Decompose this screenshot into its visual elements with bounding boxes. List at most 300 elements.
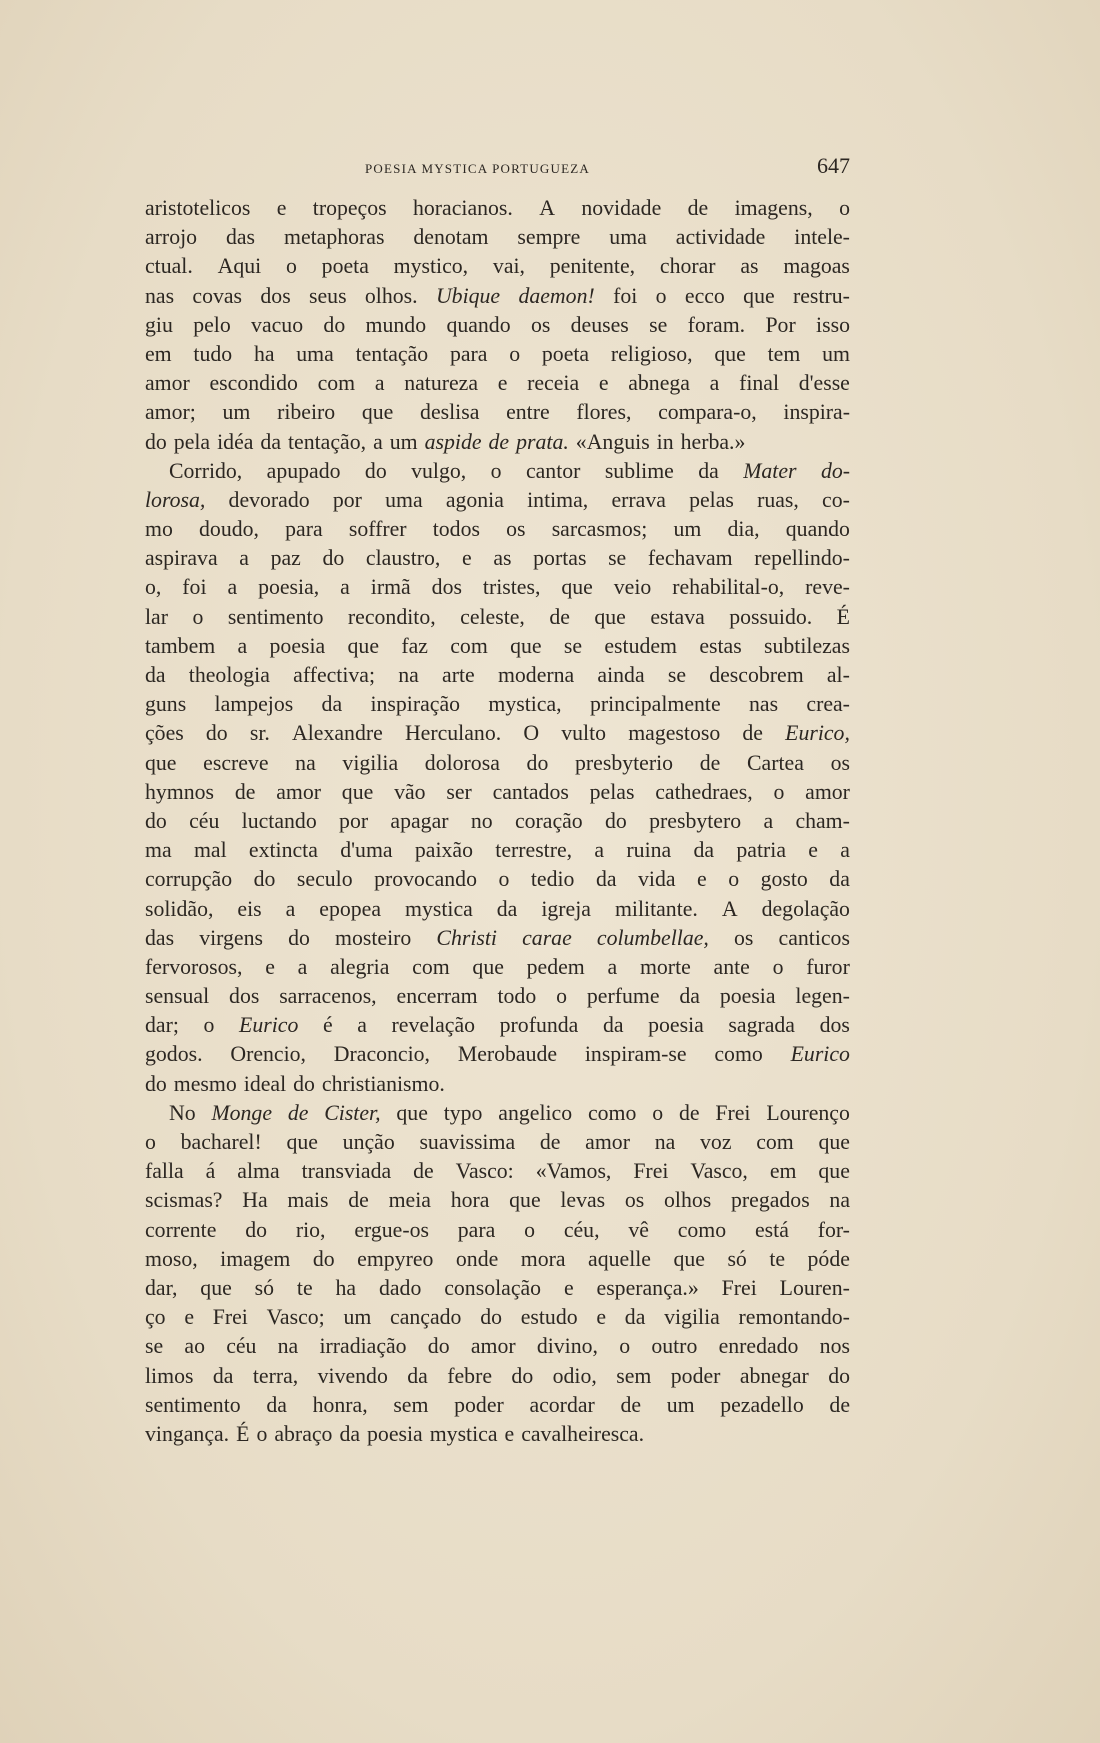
word: Mater [743,458,797,483]
word: divino, [536,1334,598,1359]
text-line [145,1157,850,1186]
word: ruas, [757,487,799,512]
word: chorar [659,254,716,279]
word: Cister, [324,1100,381,1125]
word: do [145,429,167,454]
text-line [145,398,850,427]
word: corrente [145,1217,217,1242]
word: o [772,954,784,979]
word: poder [454,1392,504,1417]
word: os [624,1188,645,1213]
word: sarracenos, [279,984,377,1009]
word: vigilia [664,1305,720,1330]
word: dos [260,283,291,308]
word: e [596,1305,607,1330]
word: da [212,1363,234,1388]
word: dar; [145,1013,179,1038]
word: como [677,1217,727,1242]
word: giu [145,312,173,337]
word: outro [651,1334,698,1359]
word: militante. [614,896,698,921]
word: cantados [492,779,569,804]
word: no [470,808,493,833]
word: paixão [414,838,473,863]
word: todo [497,984,537,1009]
word: que [509,1188,541,1213]
word: presbyterio [575,750,674,775]
text-line [145,632,850,661]
word: pelas [689,487,734,512]
word: Ubique [435,283,501,308]
word: ideal [243,1071,287,1096]
word: que [396,1100,428,1125]
word: com [450,633,488,658]
word: para [449,341,488,366]
word: amor [145,371,190,396]
word: angelico [498,1100,573,1125]
word: esperança.» [596,1275,699,1300]
word: affectiva; [293,663,376,687]
word: quando [446,312,511,337]
word: É [236,1421,250,1446]
word: ainda [597,663,645,687]
word: mystica [405,896,473,921]
word: céu [189,808,220,833]
text-line [145,311,850,340]
word: e [497,371,508,396]
word: encerram [396,984,478,1009]
word: das [145,925,175,950]
text-line [145,953,850,982]
word: arrojo [145,225,198,250]
word: de [413,1159,434,1184]
word: inspira- [783,400,850,425]
word: Vasco: [455,1159,514,1184]
word: bacharel! [180,1130,262,1154]
word: theologia [188,663,270,687]
word: apagar [390,808,449,833]
word: que [361,400,394,425]
word: solidão, [145,896,214,921]
word: hora [450,1188,490,1213]
word: ergue-os [354,1217,429,1242]
word: extincta [248,838,318,863]
word: da [145,663,166,687]
word: amor [470,1334,516,1359]
word: que [510,633,542,658]
word: aspirava [145,546,218,571]
text-line [145,778,850,807]
word: vê [628,1217,649,1242]
word: de [687,196,709,220]
word: a [357,1013,367,1038]
word: um [343,1305,372,1330]
word: estava [650,604,705,629]
word: irradiação [319,1334,407,1359]
word: Eurico [239,1013,299,1038]
word: Louren- [779,1275,850,1300]
word: a [239,546,249,571]
word: e [808,838,818,863]
word: sentimento [145,1392,241,1417]
word: recondito, [347,604,436,629]
word: moso, [145,1246,198,1271]
word: enredado [718,1334,799,1359]
word: de [829,1392,850,1417]
text-line [145,515,850,544]
word: denotam [413,225,489,250]
word: imagens, [734,196,813,220]
text-line [145,807,850,836]
word: cham- [795,808,850,833]
word: a [763,808,774,833]
word: só [254,1275,275,1300]
word: céu [226,1334,257,1359]
word: dos [819,1013,850,1038]
text-line [145,252,850,281]
word: tentação, [288,429,367,454]
word: arte [442,663,475,687]
word: d'uma [340,838,393,863]
word: ções [145,721,184,746]
text-line [145,573,850,602]
text-line [145,1011,850,1040]
word: poeta [541,341,590,366]
word: para [457,1217,496,1242]
word: seculo [296,867,353,892]
word: da [602,1013,624,1038]
word: intima, [527,487,589,512]
page-number: 647 [817,153,850,178]
word: consolação [444,1275,542,1300]
text-line [145,1216,850,1245]
word: te [769,1246,786,1271]
word: morte [639,954,691,979]
word: principalmente [589,692,721,717]
word: gosto [760,867,808,892]
word: deuses [570,312,629,337]
word: o [655,283,667,308]
word: levas [560,1188,606,1213]
word: magestoso [628,721,721,746]
word: ante [713,954,750,979]
word: apupado [266,458,341,483]
word: foi [182,575,207,600]
word: Christi [436,925,497,950]
word: do [205,721,228,746]
word: se [145,1334,164,1359]
body-text [145,194,850,1449]
word: dos [229,984,260,1009]
text-line [145,340,850,369]
text-line [145,603,850,632]
word: horacianos. [412,196,513,220]
word: A [539,196,555,220]
text-line [145,1303,850,1332]
word: o [490,458,502,483]
word: nas [749,692,779,717]
word: um [222,400,251,425]
text-line [145,1186,850,1215]
text-line [145,836,850,865]
word: subtilezas [764,633,850,658]
word: do [145,808,167,833]
word: pela [173,429,211,454]
word: Vasco, [690,1159,748,1184]
word: tentação [355,341,429,366]
word: for- [817,1217,850,1242]
word: as [740,254,759,279]
word: meia [388,1188,431,1213]
word: igreja [541,896,591,921]
word: vulgo, [411,458,467,483]
word: nas [145,283,175,308]
word: com [756,1130,794,1154]
word: seus [309,283,347,308]
word: pedem [526,954,585,979]
word: claustro, [365,546,441,571]
word: ha [253,341,275,366]
word: a [340,575,350,600]
word: poeta [321,254,369,279]
word: Merobaude [457,1042,558,1067]
word: que [145,750,177,775]
word: sentimento [227,604,324,629]
word: um [666,1392,695,1417]
word: scismas? [145,1188,223,1213]
word: epopea [319,896,382,921]
word: da [624,1305,646,1330]
word: um [673,517,702,542]
word: de [539,1130,561,1154]
word: devorado [228,487,310,512]
word: Alexandre [292,721,383,746]
word: um [822,341,850,366]
word: veio [613,575,652,600]
word: cavalheiresca. [521,1421,645,1446]
word: intele- [794,225,850,250]
word: magoas [783,254,850,279]
word: estas [699,633,742,658]
word: como [587,1100,637,1125]
word: da [698,458,719,483]
word: o [145,1130,156,1154]
word: em [769,1159,797,1184]
text-line [145,1332,850,1361]
word: a [709,371,720,396]
word: pregados [731,1188,810,1213]
word: ha [335,1275,357,1300]
word: mosteiro [335,925,412,950]
word: restru- [793,283,850,308]
word: novidade [581,196,662,220]
word: do- [820,458,850,483]
word: Frei [715,1100,751,1125]
word: religioso, [610,341,693,366]
word: que [714,341,746,366]
word: falla [145,1159,184,1184]
word: Lourenço [766,1100,850,1125]
word: a [285,896,296,921]
word: agonia [445,487,504,512]
word: mal [193,838,227,863]
word: penitente, [549,254,636,279]
word: Cartea [747,750,804,775]
word: sempre [517,225,581,250]
word: actividade [675,225,766,250]
word: degolação [761,896,850,921]
word: paz [270,546,301,571]
text-line [145,369,850,398]
word: A [721,896,738,921]
word: Ha [242,1188,268,1213]
word: abraço [274,1421,333,1446]
word: o [839,196,850,220]
word: fervorosos, [145,954,243,979]
word: e [184,1305,194,1330]
word: carae [522,925,572,950]
word: sem [393,1392,429,1417]
word: Draconcio, [333,1042,431,1067]
word: das [225,225,256,250]
word: Frei [212,1305,248,1330]
word: na [398,663,419,687]
word: o [203,1013,215,1038]
word: sublime [604,458,674,483]
word: irmã [370,575,411,600]
word: e [462,546,472,571]
word: do [511,1363,534,1388]
word: olhos. [364,283,418,308]
word: Eurico [790,1042,850,1067]
word: céu, [563,1217,600,1242]
word: que [743,283,775,308]
word: sarcasmos; [551,517,648,542]
word: estudo [520,1305,578,1330]
text-line [145,749,850,778]
word: ruina [626,838,672,863]
word: o [652,1100,664,1125]
word: foram. [687,312,746,337]
word: o [524,1217,536,1242]
word: Frei [721,1275,757,1300]
word: dado [378,1275,422,1300]
word: do [145,1071,167,1096]
text-line [145,690,850,719]
word: uma [385,487,423,512]
word: do [323,312,346,337]
word: amor [805,779,850,804]
word: da [407,1363,428,1388]
word: abnega [628,371,690,396]
word: febre [447,1363,493,1388]
word: o [192,604,204,629]
word: te [296,1275,313,1300]
word: sr. [249,721,270,746]
word: que [347,633,380,658]
word: os [530,312,551,337]
word: legen- [795,984,850,1009]
text-line [145,1420,850,1449]
word: e [504,1421,515,1446]
word: remontando- [738,1305,850,1330]
word: por [332,487,362,512]
word: e [697,867,707,892]
word: a [594,838,605,863]
word: imagem [220,1246,291,1271]
text-line [145,544,850,573]
word: vão [394,779,426,804]
word: covas [192,283,243,308]
word: se [667,663,687,687]
word: escreve [203,750,269,775]
word: que [818,1130,850,1154]
word: pelo [193,312,231,337]
word: onde [455,1246,499,1271]
word: provocando [374,867,477,892]
word: limos [145,1363,194,1388]
word: um [389,429,418,454]
word: Frei [633,1159,669,1184]
word: Vasco; [266,1305,325,1330]
text-line [145,194,850,223]
text-line [145,1391,850,1420]
word: com [317,371,356,396]
word: moderna [497,663,575,687]
word: de [488,429,510,454]
word: na [277,1334,299,1359]
word: e [276,196,287,220]
word: póde [807,1246,850,1271]
text-line [145,895,850,924]
word: que [594,604,626,629]
word: poesia, [258,575,320,600]
word: godos. [145,1042,203,1067]
word: errava [611,487,666,512]
word: do [288,925,310,950]
word: mundo [365,312,427,337]
word: portas [533,546,587,571]
word: está [754,1217,789,1242]
word: da [679,984,700,1009]
text-line [145,1362,850,1391]
word: da [266,1392,287,1417]
word: que [472,954,504,979]
word: final [739,371,780,396]
text-line [145,223,850,252]
word: profunda [499,1013,579,1038]
text-line [145,1245,850,1274]
word: com [412,954,450,979]
word: idéa [217,429,254,454]
word: doudo, [199,517,259,542]
word: lampejos [214,692,294,717]
word: a [607,954,618,979]
word: O [523,721,540,746]
word: é [322,1013,333,1038]
word: inspiração [370,692,461,717]
word: a [840,838,850,863]
word: suavissima [419,1130,516,1154]
word: tristes, [482,575,541,600]
word: «Vamos, [535,1159,612,1184]
word: coração [514,808,583,833]
word: É [836,604,850,629]
word: pelas [589,779,635,804]
word: typo [443,1100,483,1125]
word: e [563,1275,574,1300]
word: voz [700,1130,732,1154]
